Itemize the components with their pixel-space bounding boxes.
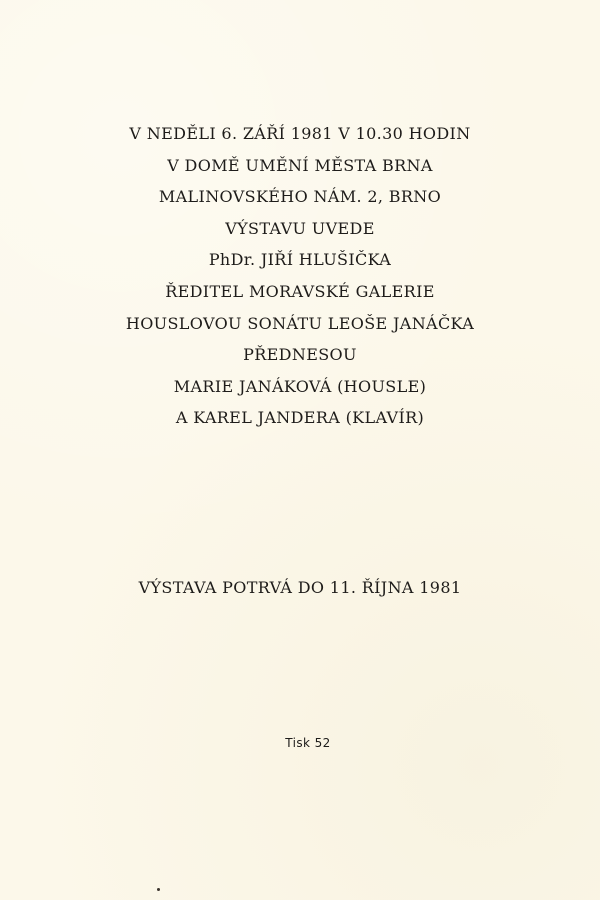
event-date-line: V NEDĚLI 6. ZÁŘÍ 1981 V 10.30 HODIN xyxy=(129,124,471,143)
venue-line: V DOMĚ UMĚNÍ MĚSTA BRNA xyxy=(167,155,433,175)
music-piece-line: HOUSLOVOU SONÁTU LEOŠE JANÁČKA xyxy=(125,313,475,333)
program-text xyxy=(0,121,600,437)
print-number: Tisk 52 xyxy=(285,736,331,750)
violinist-line: MARIE JANÁKOVÁ (HOUSLE) xyxy=(173,376,427,396)
introduction-line: VÝSTAVU UVEDE xyxy=(225,218,375,238)
performers-heading-line: PŘEDNESOU xyxy=(243,345,357,365)
address-line: MALINOVSKÉHO NÁM. 2, BRNO xyxy=(158,187,442,207)
speaker-name-line: PhDr. JIŘÍ HLUŠIČKA xyxy=(208,250,392,270)
exhibition-end-date: VÝSTAVA POTRVÁ DO 11. ŘÍJNA 1981 xyxy=(138,578,462,597)
speaker-title-line: ŘEDITEL MORAVSKÉ GALERIE xyxy=(165,281,435,301)
paper-speck xyxy=(157,888,160,891)
pianist-line: A KAREL JANDERA (KLAVÍR) xyxy=(175,408,425,428)
